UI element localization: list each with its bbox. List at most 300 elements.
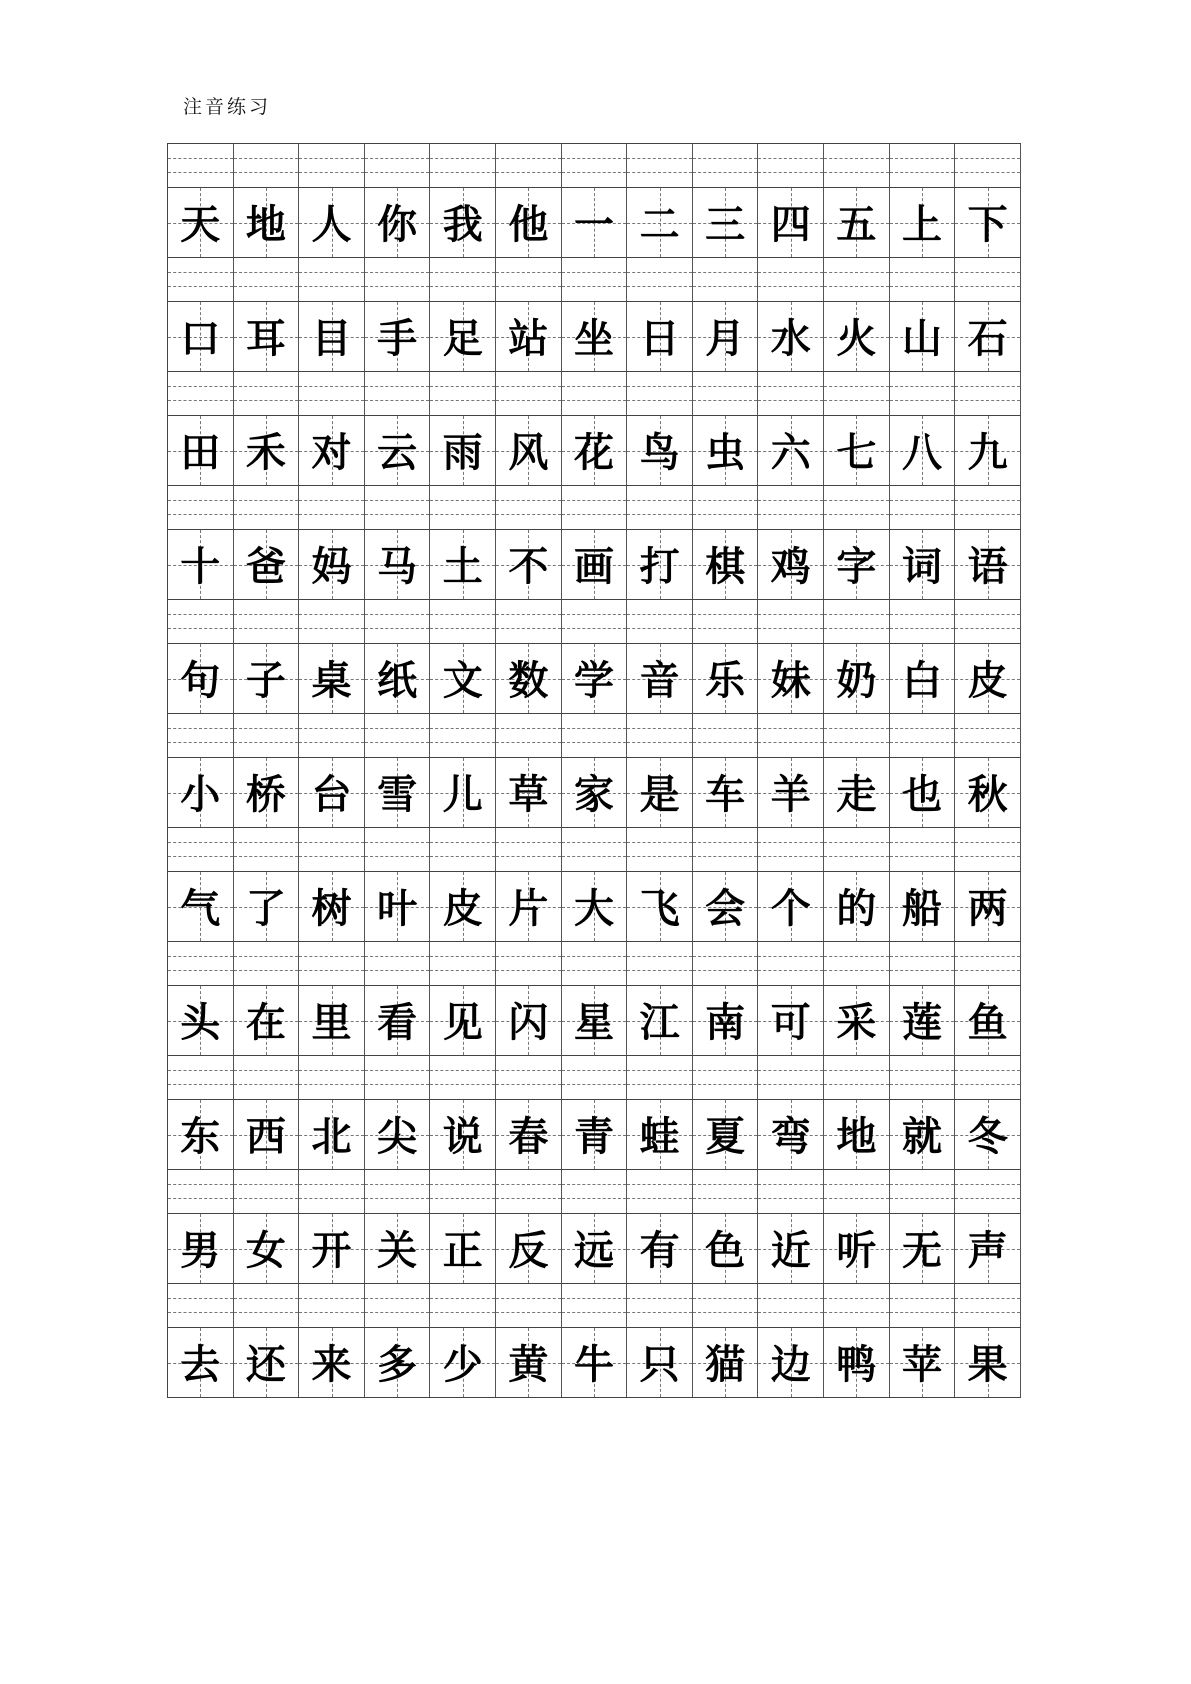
pinyin-blank-cell: [496, 600, 562, 643]
practice-row: [168, 942, 1021, 1056]
character-cell: [168, 1100, 234, 1169]
hanzi-character: 叶: [377, 884, 418, 932]
pinyin-blank-cell: [955, 714, 1021, 757]
hanzi-character: 妈: [311, 542, 352, 590]
character-cell: [824, 302, 890, 371]
hanzi-character: 尖: [377, 1112, 418, 1160]
character-cell: [430, 1214, 496, 1283]
character-cell: [562, 1214, 628, 1283]
pinyin-blank-cell: [430, 942, 496, 985]
hanzi-character: 月: [705, 314, 746, 362]
character-cell: [955, 302, 1021, 371]
character-cell: [562, 188, 628, 257]
character-cell: [234, 188, 300, 257]
character-cell: [955, 644, 1021, 713]
hanzi-character: 土: [442, 542, 483, 590]
pinyin-writing-band: [168, 714, 1021, 758]
hanzi-character: 九: [967, 428, 1008, 476]
pinyin-blank-cell: [430, 144, 496, 187]
hanzi-character: 多: [377, 1340, 418, 1388]
character-cell: [299, 416, 365, 485]
character-cell: [365, 644, 431, 713]
pinyin-blank-cell: [562, 942, 628, 985]
hanzi-character: 数: [508, 656, 549, 704]
pinyin-blank-cell: [562, 600, 628, 643]
character-cell: [562, 530, 628, 599]
pinyin-blank-cell: [430, 1170, 496, 1213]
pinyin-blank-cell: [168, 1056, 234, 1099]
hanzi-character: 白: [902, 656, 942, 704]
pinyin-blank-cell: [496, 258, 562, 301]
character-cell: [824, 986, 890, 1055]
pinyin-blank-cell: [365, 1056, 431, 1099]
pinyin-blank-cell: [627, 942, 693, 985]
character-cell: [562, 1100, 628, 1169]
hanzi-character: 去: [180, 1340, 221, 1388]
hanzi-character: 桌: [311, 656, 352, 704]
hanzi-character: 个: [770, 884, 811, 932]
pinyin-blank-cell: [693, 1284, 759, 1327]
character-cell: [627, 1100, 693, 1169]
character-cell: [168, 188, 234, 257]
character-cell: [365, 1328, 431, 1397]
pinyin-blank-cell: [693, 600, 759, 643]
hanzi-character: 走: [836, 770, 877, 818]
character-cell: [365, 872, 431, 941]
pinyin-blank-cell: [234, 714, 300, 757]
pinyin-blank-cell: [234, 144, 300, 187]
hanzi-character: 飞: [639, 884, 680, 932]
pinyin-blank-cell: [627, 828, 693, 871]
pinyin-blank-cell: [430, 1056, 496, 1099]
pinyin-blank-cell: [758, 1284, 824, 1327]
hanzi-character: 风: [508, 428, 549, 476]
pinyin-blank-cell: [693, 372, 759, 415]
pinyin-blank-cell: [890, 714, 956, 757]
hanzi-character: 南: [705, 998, 746, 1046]
character-cell: [955, 1100, 1021, 1169]
character-cell: [693, 758, 759, 827]
character-cell: [758, 302, 824, 371]
hanzi-character: 鸡: [770, 542, 811, 590]
pinyin-writing-band: [168, 1284, 1021, 1328]
character-cell: [234, 416, 300, 485]
pinyin-blank-cell: [627, 372, 693, 415]
character-cell: [365, 416, 431, 485]
character-cell: [955, 188, 1021, 257]
character-cell: [758, 872, 824, 941]
character-cell: [562, 986, 628, 1055]
character-cell: [430, 416, 496, 485]
practice-row: [168, 486, 1021, 600]
pinyin-blank-cell: [824, 372, 890, 415]
character-cell: [496, 416, 562, 485]
hanzi-character: 火: [836, 314, 877, 362]
character-cell: [890, 872, 956, 941]
pinyin-practice-grid: [167, 143, 1021, 1398]
character-cell: [430, 758, 496, 827]
practice-row: [168, 714, 1021, 828]
character-cell: [758, 758, 824, 827]
character-cell: [627, 1328, 693, 1397]
pinyin-writing-band: [168, 828, 1021, 872]
pinyin-blank-cell: [562, 144, 628, 187]
pinyin-blank-cell: [824, 828, 890, 871]
character-cell: [890, 530, 956, 599]
pinyin-blank-cell: [693, 486, 759, 529]
character-cell: [890, 1328, 956, 1397]
hanzi-character: 边: [770, 1340, 811, 1388]
character-cell: [824, 1328, 890, 1397]
pinyin-blank-cell: [758, 714, 824, 757]
pinyin-blank-cell: [365, 942, 431, 985]
pinyin-blank-cell: [496, 828, 562, 871]
character-cell: [824, 1100, 890, 1169]
character-cell: [955, 1328, 1021, 1397]
hanzi-character: 夏: [705, 1112, 746, 1160]
hanzi-character: 文: [442, 656, 483, 704]
hanzi-character: 奶: [836, 656, 877, 704]
hanzi-character: 手: [377, 314, 418, 362]
character-cell: [758, 1328, 824, 1397]
character-cell: [234, 1328, 300, 1397]
hanzi-character: 来: [311, 1340, 352, 1388]
character-cell: [168, 530, 234, 599]
hanzi-character: 黄: [508, 1340, 549, 1388]
character-row: [168, 530, 1021, 600]
pinyin-blank-cell: [299, 600, 365, 643]
hanzi-character: 足: [442, 314, 483, 362]
hanzi-character: 反: [508, 1226, 549, 1274]
character-cell: [562, 1328, 628, 1397]
pinyin-blank-cell: [430, 258, 496, 301]
pinyin-blank-cell: [627, 486, 693, 529]
pinyin-blank-cell: [299, 714, 365, 757]
hanzi-character: 二: [639, 200, 680, 248]
pinyin-blank-cell: [430, 828, 496, 871]
pinyin-blank-cell: [299, 1056, 365, 1099]
character-cell: [955, 1214, 1021, 1283]
pinyin-blank-cell: [693, 258, 759, 301]
hanzi-character: 蛙: [639, 1112, 680, 1160]
hanzi-character: 乐: [705, 656, 746, 704]
character-cell: [693, 416, 759, 485]
character-cell: [496, 872, 562, 941]
hanzi-character: 远: [573, 1226, 614, 1274]
hanzi-character: 一: [573, 200, 614, 248]
hanzi-character: 鸭: [836, 1340, 877, 1388]
pinyin-writing-band: [168, 372, 1021, 416]
character-cell: [168, 416, 234, 485]
pinyin-blank-cell: [824, 1056, 890, 1099]
character-cell: [562, 758, 628, 827]
pinyin-blank-cell: [365, 144, 431, 187]
hanzi-character: 开: [311, 1226, 352, 1274]
pinyin-blank-cell: [168, 600, 234, 643]
hanzi-character: 五: [836, 200, 877, 248]
character-cell: [234, 644, 300, 713]
pinyin-blank-cell: [693, 144, 759, 187]
character-cell: [168, 302, 234, 371]
pinyin-writing-band: [168, 1056, 1021, 1100]
hanzi-character: 字: [836, 542, 877, 590]
pinyin-writing-band: [168, 1170, 1021, 1214]
pinyin-blank-cell: [365, 828, 431, 871]
pinyin-blank-cell: [955, 258, 1021, 301]
hanzi-character: 苹: [902, 1340, 942, 1388]
pinyin-blank-cell: [890, 942, 956, 985]
hanzi-character: 少: [442, 1340, 483, 1388]
hanzi-character: 上: [902, 200, 942, 248]
character-row: [168, 644, 1021, 714]
character-cell: [365, 302, 431, 371]
character-cell: [430, 986, 496, 1055]
character-cell: [890, 644, 956, 713]
hanzi-character: 日: [639, 314, 680, 362]
hanzi-character: 语: [967, 542, 1008, 590]
character-cell: [365, 986, 431, 1055]
pinyin-blank-cell: [234, 1284, 300, 1327]
pinyin-blank-cell: [299, 486, 365, 529]
character-cell: [430, 644, 496, 713]
pinyin-blank-cell: [562, 1056, 628, 1099]
hanzi-character: 鸟: [639, 428, 680, 476]
character-cell: [955, 416, 1021, 485]
hanzi-character: 妹: [770, 656, 811, 704]
character-cell: [430, 188, 496, 257]
hanzi-character: 皮: [442, 884, 483, 932]
hanzi-character: 纸: [377, 656, 418, 704]
character-cell: [693, 188, 759, 257]
character-cell: [562, 302, 628, 371]
pinyin-blank-cell: [299, 942, 365, 985]
character-cell: [299, 1214, 365, 1283]
pinyin-blank-cell: [824, 486, 890, 529]
hanzi-character: 家: [573, 770, 614, 818]
pinyin-blank-cell: [168, 1284, 234, 1327]
pinyin-blank-cell: [168, 714, 234, 757]
hanzi-character: 北: [311, 1112, 352, 1160]
pinyin-blank-cell: [496, 486, 562, 529]
character-cell: [430, 1328, 496, 1397]
hanzi-character: 他: [508, 200, 549, 248]
hanzi-character: 你: [377, 200, 418, 248]
pinyin-blank-cell: [234, 600, 300, 643]
character-cell: [562, 644, 628, 713]
pinyin-blank-cell: [365, 258, 431, 301]
character-cell: [234, 1214, 300, 1283]
character-cell: [693, 986, 759, 1055]
pinyin-blank-cell: [890, 144, 956, 187]
pinyin-blank-cell: [562, 486, 628, 529]
pinyin-blank-cell: [758, 942, 824, 985]
hanzi-character: 车: [705, 770, 746, 818]
hanzi-character: 台: [311, 770, 352, 818]
character-cell: [890, 302, 956, 371]
hanzi-character: 的: [836, 884, 877, 932]
pinyin-blank-cell: [562, 828, 628, 871]
pinyin-blank-cell: [168, 372, 234, 415]
character-cell: [168, 644, 234, 713]
pinyin-blank-cell: [758, 600, 824, 643]
practice-row: [168, 372, 1021, 486]
pinyin-blank-cell: [430, 486, 496, 529]
hanzi-character: 小: [180, 770, 221, 818]
hanzi-character: 江: [639, 998, 680, 1046]
character-cell: [299, 1100, 365, 1169]
pinyin-blank-cell: [234, 942, 300, 985]
character-row: [168, 302, 1021, 372]
pinyin-blank-cell: [890, 1056, 956, 1099]
pinyin-blank-cell: [430, 600, 496, 643]
hanzi-character: 声: [967, 1226, 1008, 1274]
pinyin-blank-cell: [758, 144, 824, 187]
pinyin-blank-cell: [627, 1170, 693, 1213]
character-cell: [693, 644, 759, 713]
pinyin-blank-cell: [299, 828, 365, 871]
pinyin-blank-cell: [168, 942, 234, 985]
hanzi-character: 近: [770, 1226, 811, 1274]
character-cell: [955, 986, 1021, 1055]
character-cell: [299, 530, 365, 599]
pinyin-blank-cell: [562, 258, 628, 301]
pinyin-blank-cell: [496, 1056, 562, 1099]
page-title: 注音练习: [183, 96, 272, 118]
pinyin-blank-cell: [365, 714, 431, 757]
hanzi-character: 地: [836, 1112, 877, 1160]
character-cell: [824, 644, 890, 713]
pinyin-blank-cell: [627, 600, 693, 643]
pinyin-blank-cell: [496, 942, 562, 985]
practice-row: [168, 828, 1021, 942]
character-cell: [890, 416, 956, 485]
pinyin-blank-cell: [496, 1170, 562, 1213]
character-cell: [168, 872, 234, 941]
character-cell: [496, 1328, 562, 1397]
character-cell: [496, 530, 562, 599]
pinyin-blank-cell: [890, 828, 956, 871]
pinyin-blank-cell: [627, 714, 693, 757]
hanzi-character: 雪: [377, 770, 418, 818]
pinyin-blank-cell: [430, 372, 496, 415]
pinyin-blank-cell: [955, 828, 1021, 871]
pinyin-blank-cell: [299, 258, 365, 301]
hanzi-character: 地: [245, 200, 286, 248]
pinyin-blank-cell: [824, 942, 890, 985]
pinyin-blank-cell: [758, 486, 824, 529]
character-cell: [430, 530, 496, 599]
hanzi-character: 马: [377, 542, 418, 590]
hanzi-character: 了: [245, 884, 286, 932]
character-cell: [693, 530, 759, 599]
pinyin-writing-band: [168, 600, 1021, 644]
hanzi-character: 青: [573, 1112, 614, 1160]
character-cell: [562, 416, 628, 485]
practice-row: [168, 1170, 1021, 1284]
pinyin-blank-cell: [496, 372, 562, 415]
pinyin-blank-cell: [890, 1170, 956, 1213]
character-cell: [168, 758, 234, 827]
character-cell: [299, 758, 365, 827]
practice-row: [168, 258, 1021, 372]
hanzi-character: 画: [573, 542, 614, 590]
pinyin-writing-band: [168, 258, 1021, 302]
pinyin-blank-cell: [168, 486, 234, 529]
hanzi-character: 里: [311, 998, 352, 1046]
character-cell: [824, 872, 890, 941]
hanzi-character: 大: [573, 884, 614, 932]
hanzi-character: 八: [902, 428, 942, 476]
hanzi-character: 果: [967, 1340, 1008, 1388]
pinyin-writing-band: [168, 144, 1021, 188]
character-cell: [365, 758, 431, 827]
pinyin-blank-cell: [496, 714, 562, 757]
pinyin-blank-cell: [562, 1284, 628, 1327]
character-cell: [234, 758, 300, 827]
hanzi-character: 正: [442, 1226, 483, 1274]
pinyin-blank-cell: [562, 1170, 628, 1213]
pinyin-blank-cell: [824, 714, 890, 757]
character-cell: [168, 986, 234, 1055]
hanzi-character: 六: [770, 428, 811, 476]
hanzi-character: 雨: [442, 428, 483, 476]
pinyin-blank-cell: [168, 828, 234, 871]
pinyin-blank-cell: [168, 144, 234, 187]
pinyin-blank-cell: [955, 1056, 1021, 1099]
hanzi-character: 山: [902, 314, 942, 362]
pinyin-blank-cell: [365, 372, 431, 415]
pinyin-blank-cell: [890, 1284, 956, 1327]
pinyin-writing-band: [168, 942, 1021, 986]
character-cell: [496, 302, 562, 371]
character-cell: [758, 1100, 824, 1169]
character-row: [168, 1100, 1021, 1170]
character-cell: [758, 1214, 824, 1283]
practice-row: [168, 144, 1021, 258]
character-cell: [693, 1328, 759, 1397]
pinyin-blank-cell: [955, 144, 1021, 187]
hanzi-character: 秋: [967, 770, 1008, 818]
pinyin-blank-cell: [562, 714, 628, 757]
hanzi-character: 草: [508, 770, 549, 818]
character-cell: [693, 872, 759, 941]
hanzi-character: 头: [180, 998, 221, 1046]
pinyin-blank-cell: [955, 600, 1021, 643]
character-cell: [627, 986, 693, 1055]
hanzi-character: 石: [967, 314, 1008, 362]
hanzi-character: 禾: [245, 428, 286, 476]
character-cell: [627, 644, 693, 713]
hanzi-character: 鱼: [967, 998, 1008, 1046]
character-cell: [168, 1214, 234, 1283]
character-cell: [627, 1214, 693, 1283]
character-cell: [627, 302, 693, 371]
character-cell: [299, 188, 365, 257]
character-cell: [496, 644, 562, 713]
hanzi-character: 弯: [770, 1112, 811, 1160]
pinyin-blank-cell: [955, 1170, 1021, 1213]
hanzi-character: 见: [442, 998, 483, 1046]
pinyin-blank-cell: [234, 828, 300, 871]
hanzi-character: 不: [508, 542, 549, 590]
character-row: [168, 1214, 1021, 1284]
character-cell: [365, 188, 431, 257]
character-cell: [758, 188, 824, 257]
hanzi-character: 还: [245, 1340, 286, 1388]
hanzi-character: 看: [377, 998, 418, 1046]
character-cell: [758, 530, 824, 599]
character-cell: [299, 644, 365, 713]
